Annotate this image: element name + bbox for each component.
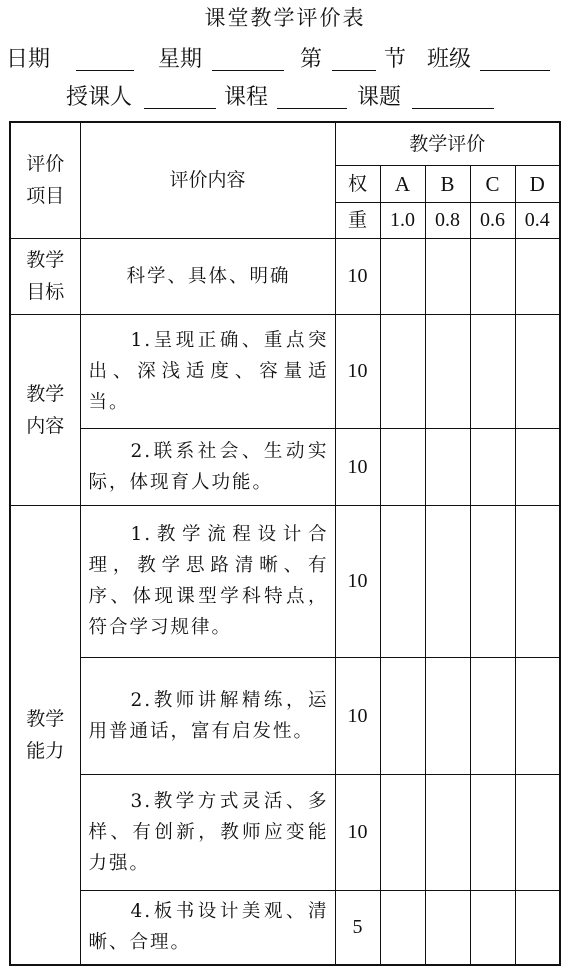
item-cell-content bbox=[10, 314, 80, 505]
score-c: 0.6 bbox=[470, 202, 515, 238]
item-line: 教学 bbox=[26, 382, 65, 405]
grade-b-cell[interactable] bbox=[425, 774, 470, 890]
grade-d-cell[interactable] bbox=[515, 428, 560, 505]
header-item-line-2: 项目 bbox=[26, 185, 65, 208]
grade-d-cell[interactable] bbox=[515, 657, 560, 774]
grade-b: B bbox=[425, 165, 470, 202]
header-line-2 bbox=[0, 80, 570, 112]
table-row bbox=[10, 428, 560, 505]
weight-cell: 10 bbox=[335, 774, 380, 890]
grade-b-cell[interactable] bbox=[425, 505, 470, 657]
class-label: 班级 bbox=[427, 47, 472, 72]
date-label: 日期 bbox=[6, 47, 51, 72]
date-field[interactable] bbox=[76, 70, 134, 71]
grade-c-cell[interactable] bbox=[470, 505, 515, 657]
weekday-label: 星期 bbox=[158, 47, 203, 72]
weight-label-1: 权 bbox=[335, 165, 380, 202]
header-item-line-1: 评价 bbox=[26, 153, 65, 176]
grade-d-cell[interactable] bbox=[515, 774, 560, 890]
item-line: 教学 bbox=[26, 707, 65, 730]
content-text: 2.教师讲解精练，运用普通话，富有启发性。 bbox=[88, 689, 329, 742]
evaluation-table bbox=[9, 121, 561, 966]
item-cell-goal bbox=[10, 238, 80, 314]
grade-c-cell[interactable] bbox=[470, 314, 515, 428]
teacher-field[interactable] bbox=[144, 108, 216, 109]
table-row bbox=[10, 657, 560, 774]
score-d: 0.4 bbox=[515, 202, 560, 238]
grade-c-cell[interactable] bbox=[470, 238, 515, 314]
grade-c-cell[interactable] bbox=[470, 428, 515, 505]
table-row bbox=[10, 890, 560, 965]
content-text: 4.板书设计美观、清晰、合理。 bbox=[88, 901, 329, 954]
grade-d-cell[interactable] bbox=[515, 238, 560, 314]
content-cell bbox=[80, 890, 335, 965]
teacher-label: 授课人 bbox=[66, 85, 133, 110]
score-b: 0.8 bbox=[425, 202, 470, 238]
content-text: 1.教学流程设计合理，教学思路清晰、有序、体现课型学科特点，符合学习规律。 bbox=[88, 524, 329, 638]
header-content-cell: 评价内容 bbox=[80, 122, 335, 238]
grade-a-cell[interactable] bbox=[380, 657, 425, 774]
grade-a-cell[interactable] bbox=[380, 890, 425, 965]
score-a: 1.0 bbox=[380, 202, 425, 238]
weight-cell: 10 bbox=[335, 505, 380, 657]
grade-c-cell[interactable] bbox=[470, 657, 515, 774]
course-field[interactable] bbox=[277, 108, 347, 109]
table-row bbox=[10, 774, 560, 890]
table-row bbox=[10, 505, 560, 657]
period-suffix: 节 bbox=[384, 47, 407, 72]
grade-d-cell[interactable] bbox=[515, 890, 560, 965]
period-prefix: 第 bbox=[300, 47, 323, 72]
content-cell bbox=[80, 505, 335, 657]
weight-cell: 10 bbox=[335, 314, 380, 428]
table-row bbox=[10, 238, 560, 314]
course-label: 课程 bbox=[224, 85, 269, 110]
grade-a: A bbox=[380, 165, 425, 202]
item-cell-ability bbox=[10, 505, 80, 965]
item-line: 教学 bbox=[26, 249, 65, 271]
topic-field[interactable] bbox=[412, 108, 494, 109]
weight-cell: 5 bbox=[335, 890, 380, 965]
weight-cell: 10 bbox=[335, 657, 380, 774]
grade-b-cell[interactable] bbox=[425, 657, 470, 774]
header-eval-cell: 教学评价 bbox=[335, 122, 560, 165]
content-text: 3.教学方式灵活、多样、有创新，教师应变能力强。 bbox=[88, 790, 329, 874]
grade-c-cell[interactable] bbox=[470, 890, 515, 965]
grade-c-cell[interactable] bbox=[470, 774, 515, 890]
grade-d-cell[interactable] bbox=[515, 314, 560, 428]
grade-b-cell[interactable] bbox=[425, 314, 470, 428]
grade-b-cell[interactable] bbox=[425, 890, 470, 965]
grade-a-cell[interactable] bbox=[380, 238, 425, 314]
topic-label: 课题 bbox=[357, 85, 402, 110]
content-cell bbox=[80, 428, 335, 505]
content-cell bbox=[80, 774, 335, 890]
weight-cell: 10 bbox=[335, 428, 380, 505]
form-title: 课堂教学评价表 bbox=[204, 6, 366, 30]
period-field[interactable] bbox=[332, 70, 376, 71]
table-header-row bbox=[10, 122, 560, 165]
grade-b-cell[interactable] bbox=[425, 428, 470, 505]
item-line: 目标 bbox=[26, 281, 65, 303]
content-cell: 科学、具体、明确 bbox=[80, 238, 335, 314]
grade-a-cell[interactable] bbox=[380, 505, 425, 657]
content-text: 2.联系社会、生动实际，体现育人功能。 bbox=[88, 440, 329, 493]
class-field[interactable] bbox=[480, 70, 550, 71]
item-line: 内容 bbox=[26, 414, 65, 437]
content-cell bbox=[80, 657, 335, 774]
grade-d-cell[interactable] bbox=[515, 505, 560, 657]
grade-b-cell[interactable] bbox=[425, 238, 470, 314]
weight-label-2: 重 bbox=[335, 202, 380, 238]
weight-cell: 10 bbox=[335, 238, 380, 314]
grade-a-cell[interactable] bbox=[380, 428, 425, 505]
table-row bbox=[10, 314, 560, 428]
grade-d: D bbox=[515, 165, 560, 202]
header-item-cell bbox=[10, 122, 80, 238]
item-line: 能力 bbox=[26, 739, 65, 762]
content-cell bbox=[80, 314, 335, 428]
grade-a-cell[interactable] bbox=[380, 314, 425, 428]
header-line-1 bbox=[0, 42, 570, 74]
content-text: 1.呈现正确、重点突出、深浅适度、容量适当。 bbox=[88, 329, 329, 413]
weekday-field[interactable] bbox=[212, 70, 284, 71]
grade-c: C bbox=[470, 165, 515, 202]
grade-a-cell[interactable] bbox=[380, 774, 425, 890]
